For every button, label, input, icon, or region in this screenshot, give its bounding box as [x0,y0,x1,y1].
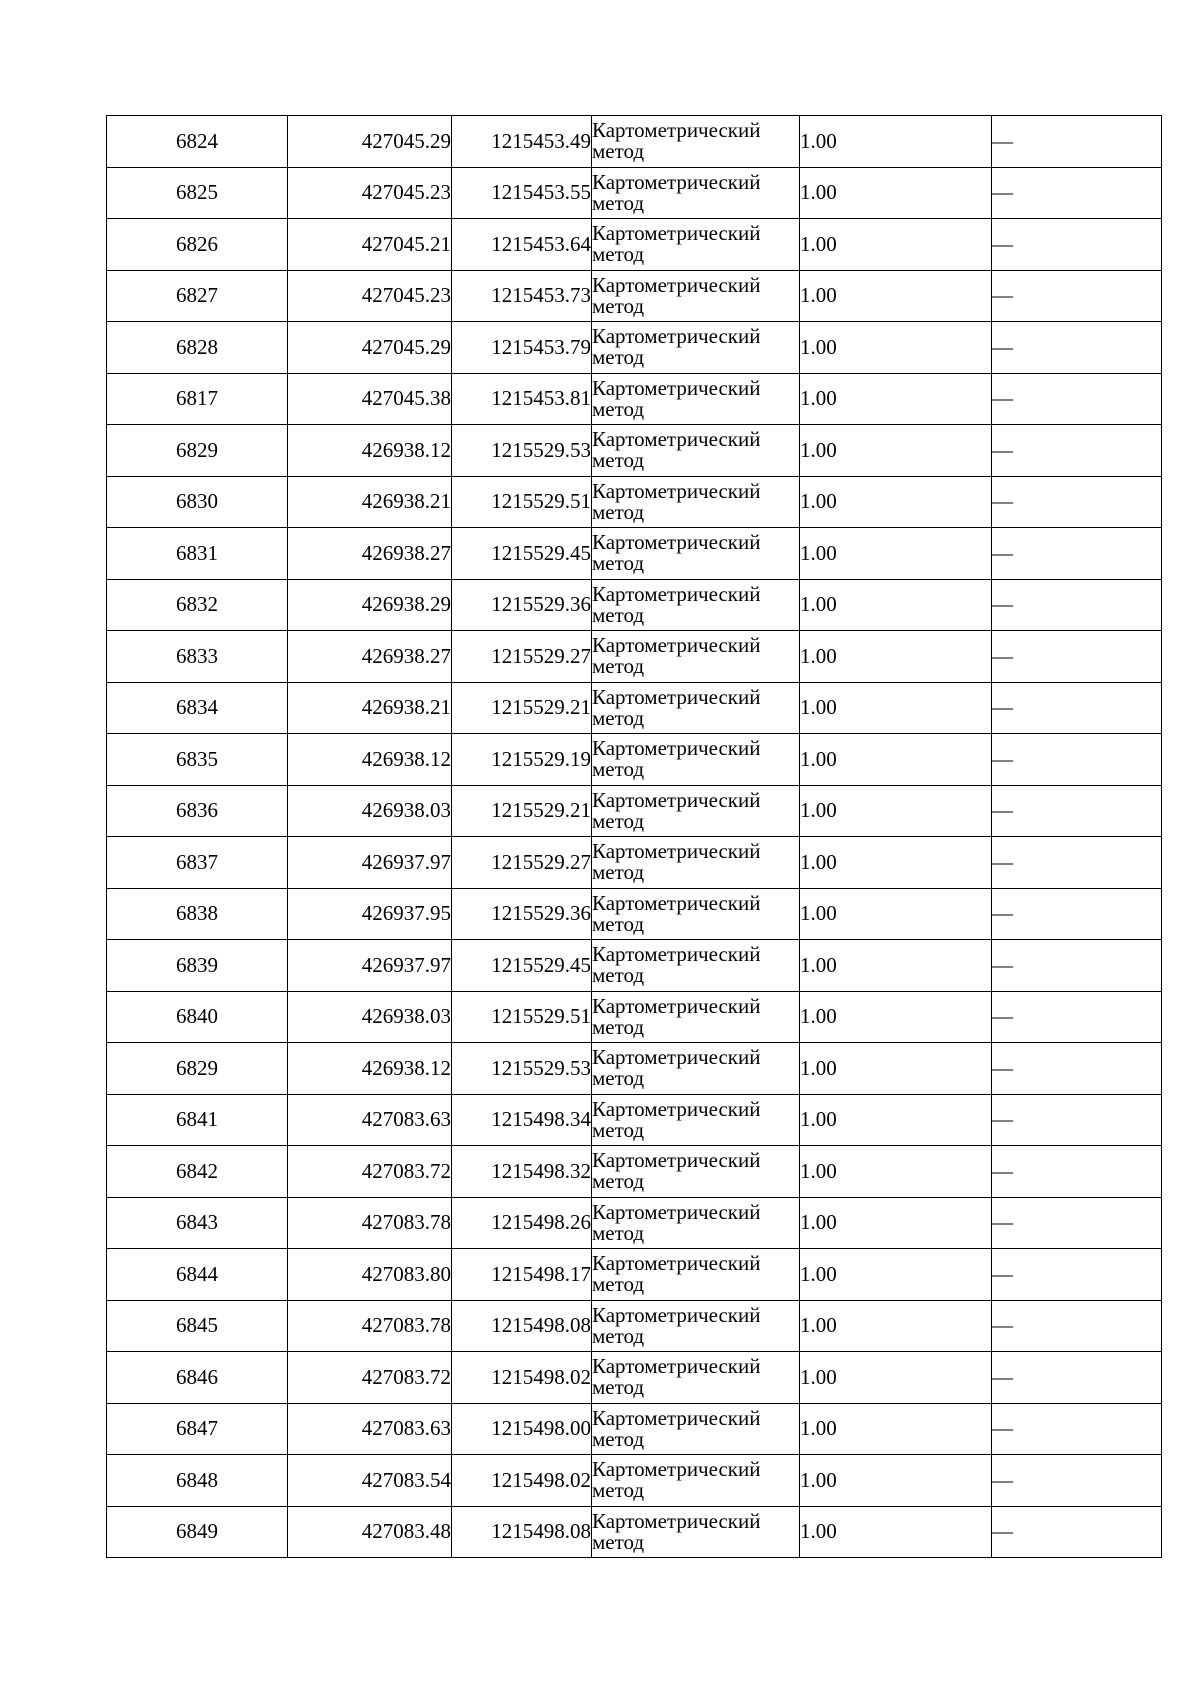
y-coordinate-cell: 1215498.32 [452,1146,592,1198]
method-cell [592,373,800,425]
x-coordinate-cell: 426938.12 [288,1043,452,1095]
table-row [107,1455,1162,1507]
method-line-2: метод [592,190,645,215]
method-line-2: метод [592,757,645,782]
y-coordinate-cell: 1215498.08 [452,1300,592,1352]
note-cell: — [992,1455,1162,1507]
x-coordinate-cell: 426938.29 [288,579,452,631]
note-cell: — [992,1403,1162,1455]
table-row [107,579,1162,631]
y-coordinate-cell: 1215529.51 [452,991,592,1043]
table-row [107,425,1162,477]
note-cell: — [992,425,1162,477]
note-cell: — [992,1146,1162,1198]
method-cell [592,1146,800,1198]
note-cell: — [992,837,1162,889]
accuracy-cell: 1.00 [800,734,992,786]
method-cell [592,1094,800,1146]
accuracy-cell: 1.00 [800,1455,992,1507]
accuracy-cell: 1.00 [800,1146,992,1198]
x-coordinate-cell: 427083.78 [288,1300,452,1352]
coordinates-table [106,115,1162,1558]
method-cell [592,1197,800,1249]
method-line-1: Картометрический [592,478,761,503]
table-row [107,837,1162,889]
accuracy-cell: 1.00 [800,167,992,219]
x-coordinate-cell: 427083.72 [288,1146,452,1198]
point-number-cell: 6838 [107,888,288,940]
method-line-1: Картометрический [592,427,761,452]
point-number-cell: 6824 [107,116,288,168]
method-cell [592,1403,800,1455]
accuracy-cell: 1.00 [800,1249,992,1301]
y-coordinate-cell: 1215529.19 [452,734,592,786]
point-number-cell: 6829 [107,1043,288,1095]
y-coordinate-cell: 1215453.73 [452,270,592,322]
accuracy-cell: 1.00 [800,785,992,837]
x-coordinate-cell: 426938.03 [288,785,452,837]
note-cell: — [992,116,1162,168]
method-line-1: Картометрический [592,1199,761,1224]
point-number-cell: 6844 [107,1249,288,1301]
point-number-cell: 6828 [107,322,288,374]
x-coordinate-cell: 426937.95 [288,888,452,940]
y-coordinate-cell: 1215529.45 [452,528,592,580]
method-line-1: Картометрический [592,1405,761,1430]
x-coordinate-cell: 426937.97 [288,837,452,889]
x-coordinate-cell: 426937.97 [288,940,452,992]
table-row [107,528,1162,580]
point-number-cell: 6832 [107,579,288,631]
method-line-2: метод [592,911,645,936]
note-cell: — [992,1094,1162,1146]
method-line-1: Картометрический [592,633,761,658]
method-line-2: метод [592,345,645,370]
method-cell [592,116,800,168]
x-coordinate-cell: 427045.23 [288,167,452,219]
method-line-1: Картометрический [592,221,761,246]
table-row [107,1352,1162,1404]
method-cell [592,1249,800,1301]
method-line-1: Картометрический [592,890,761,915]
method-line-2: метод [592,1169,645,1194]
method-cell [592,888,800,940]
accuracy-cell: 1.00 [800,270,992,322]
method-line-2: метод [592,1323,645,1348]
accuracy-cell: 1.00 [800,991,992,1043]
table-row [107,991,1162,1043]
point-number-cell: 6849 [107,1506,288,1558]
point-number-cell: 6836 [107,785,288,837]
method-line-2: метод [592,602,645,627]
table-row [107,1403,1162,1455]
x-coordinate-cell: 427083.78 [288,1197,452,1249]
accuracy-cell: 1.00 [800,1043,992,1095]
method-cell [592,425,800,477]
point-number-cell: 6847 [107,1403,288,1455]
accuracy-cell: 1.00 [800,1352,992,1404]
table-row [107,1300,1162,1352]
table-row [107,940,1162,992]
method-cell [592,837,800,889]
table-row [107,270,1162,322]
point-number-cell: 6842 [107,1146,288,1198]
method-line-2: метод [592,448,645,473]
method-line-1: Картометрический [592,118,761,143]
method-line-1: Картометрический [592,324,761,349]
x-coordinate-cell: 426938.27 [288,528,452,580]
table-row [107,785,1162,837]
method-cell [592,1506,800,1558]
y-coordinate-cell: 1215529.21 [452,785,592,837]
method-cell [592,1352,800,1404]
method-line-2: метод [592,1478,645,1503]
note-cell: — [992,888,1162,940]
accuracy-cell: 1.00 [800,631,992,683]
x-coordinate-cell: 427045.29 [288,322,452,374]
method-line-1: Картометрический [592,1354,761,1379]
method-line-1: Картометрический [592,581,761,606]
point-number-cell: 6841 [107,1094,288,1146]
method-line-1: Картометрический [592,375,761,400]
method-line-1: Картометрический [592,1302,761,1327]
point-number-cell: 6826 [107,219,288,271]
method-line-1: Картометрический [592,272,761,297]
accuracy-cell: 1.00 [800,682,992,734]
method-cell [592,785,800,837]
note-cell: — [992,1300,1162,1352]
y-coordinate-cell: 1215529.36 [452,579,592,631]
table-row [107,1043,1162,1095]
method-line-2: метод [592,1426,645,1451]
note-cell: — [992,167,1162,219]
x-coordinate-cell: 427045.29 [288,116,452,168]
point-number-cell: 6845 [107,1300,288,1352]
method-line-2: метод [592,396,645,421]
method-line-1: Картометрический [592,1096,761,1121]
point-number-cell: 6835 [107,734,288,786]
method-line-2: метод [592,1220,645,1245]
x-coordinate-cell: 426938.12 [288,734,452,786]
point-number-cell: 6848 [107,1455,288,1507]
point-number-cell: 6843 [107,1197,288,1249]
table-row [107,1094,1162,1146]
y-coordinate-cell: 1215529.53 [452,1043,592,1095]
note-cell: — [992,785,1162,837]
method-line-2: метод [592,1014,645,1039]
table-row [107,219,1162,271]
method-line-2: метод [592,654,645,679]
accuracy-cell: 1.00 [800,116,992,168]
y-coordinate-cell: 1215453.81 [452,373,592,425]
note-cell: — [992,734,1162,786]
method-line-1: Картометрический [592,1508,761,1533]
x-coordinate-cell: 427045.38 [288,373,452,425]
coordinates-table-body [107,116,1162,1558]
method-cell [592,528,800,580]
point-number-cell: 6839 [107,940,288,992]
method-cell [592,631,800,683]
method-line-2: метод [592,1066,645,1091]
method-cell [592,1043,800,1095]
accuracy-cell: 1.00 [800,322,992,374]
y-coordinate-cell: 1215529.27 [452,631,592,683]
method-line-2: метод [592,242,645,267]
method-line-1: Картометрический [592,1045,761,1070]
accuracy-cell: 1.00 [800,1506,992,1558]
x-coordinate-cell: 427083.80 [288,1249,452,1301]
y-coordinate-cell: 1215498.17 [452,1249,592,1301]
method-line-2: метод [592,139,645,164]
y-coordinate-cell: 1215498.02 [452,1352,592,1404]
table-row [107,1249,1162,1301]
note-cell: — [992,322,1162,374]
method-line-2: метод [592,705,645,730]
point-number-cell: 6834 [107,682,288,734]
note-cell: — [992,991,1162,1043]
y-coordinate-cell: 1215453.55 [452,167,592,219]
accuracy-cell: 1.00 [800,219,992,271]
method-cell [592,270,800,322]
method-line-2: метод [592,860,645,885]
note-cell: — [992,1043,1162,1095]
y-coordinate-cell: 1215453.79 [452,322,592,374]
x-coordinate-cell: 426938.21 [288,682,452,734]
note-cell: — [992,219,1162,271]
note-cell: — [992,1249,1162,1301]
table-row [107,631,1162,683]
note-cell: — [992,1352,1162,1404]
x-coordinate-cell: 426938.21 [288,476,452,528]
accuracy-cell: 1.00 [800,940,992,992]
method-line-1: Картометрический [592,684,761,709]
point-number-cell: 6833 [107,631,288,683]
method-line-2: метод [592,963,645,988]
y-coordinate-cell: 1215529.27 [452,837,592,889]
method-line-1: Картометрический [592,530,761,555]
method-line-2: метод [592,293,645,318]
point-number-cell: 6829 [107,425,288,477]
method-line-2: метод [592,1272,645,1297]
method-cell [592,1300,800,1352]
method-cell [592,219,800,271]
accuracy-cell: 1.00 [800,1300,992,1352]
method-line-1: Картометрический [592,942,761,967]
method-line-1: Картометрический [592,787,761,812]
method-cell [592,1455,800,1507]
method-cell [592,167,800,219]
point-number-cell: 6840 [107,991,288,1043]
y-coordinate-cell: 1215453.49 [452,116,592,168]
x-coordinate-cell: 426938.27 [288,631,452,683]
note-cell: — [992,682,1162,734]
note-cell: — [992,579,1162,631]
y-coordinate-cell: 1215529.53 [452,425,592,477]
table-row [107,116,1162,168]
point-number-cell: 6837 [107,837,288,889]
y-coordinate-cell: 1215529.51 [452,476,592,528]
accuracy-cell: 1.00 [800,476,992,528]
method-line-2: метод [592,1375,645,1400]
point-number-cell: 6827 [107,270,288,322]
method-line-1: Картометрический [592,1251,761,1276]
accuracy-cell: 1.00 [800,425,992,477]
accuracy-cell: 1.00 [800,373,992,425]
table-row [107,167,1162,219]
table-row [107,476,1162,528]
method-line-2: метод [592,499,645,524]
x-coordinate-cell: 427045.23 [288,270,452,322]
note-cell: — [992,373,1162,425]
method-line-2: метод [592,1117,645,1142]
table-row [107,682,1162,734]
method-line-1: Картометрический [592,736,761,761]
y-coordinate-cell: 1215529.21 [452,682,592,734]
note-cell: — [992,631,1162,683]
table-row [107,373,1162,425]
note-cell: — [992,270,1162,322]
note-cell: — [992,1197,1162,1249]
y-coordinate-cell: 1215498.34 [452,1094,592,1146]
point-number-cell: 6817 [107,373,288,425]
accuracy-cell: 1.00 [800,1403,992,1455]
x-coordinate-cell: 427083.72 [288,1352,452,1404]
x-coordinate-cell: 427083.63 [288,1094,452,1146]
x-coordinate-cell: 427083.54 [288,1455,452,1507]
y-coordinate-cell: 1215529.45 [452,940,592,992]
y-coordinate-cell: 1215498.26 [452,1197,592,1249]
method-line-1: Картометрический [592,1148,761,1173]
x-coordinate-cell: 427083.48 [288,1506,452,1558]
y-coordinate-cell: 1215498.02 [452,1455,592,1507]
accuracy-cell: 1.00 [800,1197,992,1249]
method-line-1: Картометрический [592,169,761,194]
method-cell [592,940,800,992]
table-row [107,1506,1162,1558]
method-cell [592,322,800,374]
method-cell [592,476,800,528]
accuracy-cell: 1.00 [800,888,992,940]
method-line-1: Картометрический [592,993,761,1018]
x-coordinate-cell: 427083.63 [288,1403,452,1455]
note-cell: — [992,940,1162,992]
accuracy-cell: 1.00 [800,528,992,580]
method-cell [592,682,800,734]
table-row [107,322,1162,374]
accuracy-cell: 1.00 [800,837,992,889]
y-coordinate-cell: 1215498.00 [452,1403,592,1455]
y-coordinate-cell: 1215453.64 [452,219,592,271]
method-cell [592,579,800,631]
y-coordinate-cell: 1215498.08 [452,1506,592,1558]
note-cell: — [992,528,1162,580]
point-number-cell: 6831 [107,528,288,580]
method-cell [592,991,800,1043]
note-cell: — [992,1506,1162,1558]
x-coordinate-cell: 426938.12 [288,425,452,477]
table-row [107,888,1162,940]
method-line-2: метод [592,551,645,576]
method-line-1: Картометрический [592,839,761,864]
table-row [107,734,1162,786]
x-coordinate-cell: 426938.03 [288,991,452,1043]
table-row [107,1146,1162,1198]
method-cell [592,734,800,786]
point-number-cell: 6825 [107,167,288,219]
note-cell: — [992,476,1162,528]
method-line-1: Картометрический [592,1457,761,1482]
accuracy-cell: 1.00 [800,579,992,631]
point-number-cell: 6830 [107,476,288,528]
method-line-2: метод [592,1529,645,1554]
y-coordinate-cell: 1215529.36 [452,888,592,940]
x-coordinate-cell: 427045.21 [288,219,452,271]
point-number-cell: 6846 [107,1352,288,1404]
accuracy-cell: 1.00 [800,1094,992,1146]
method-line-2: метод [592,808,645,833]
table-row [107,1197,1162,1249]
